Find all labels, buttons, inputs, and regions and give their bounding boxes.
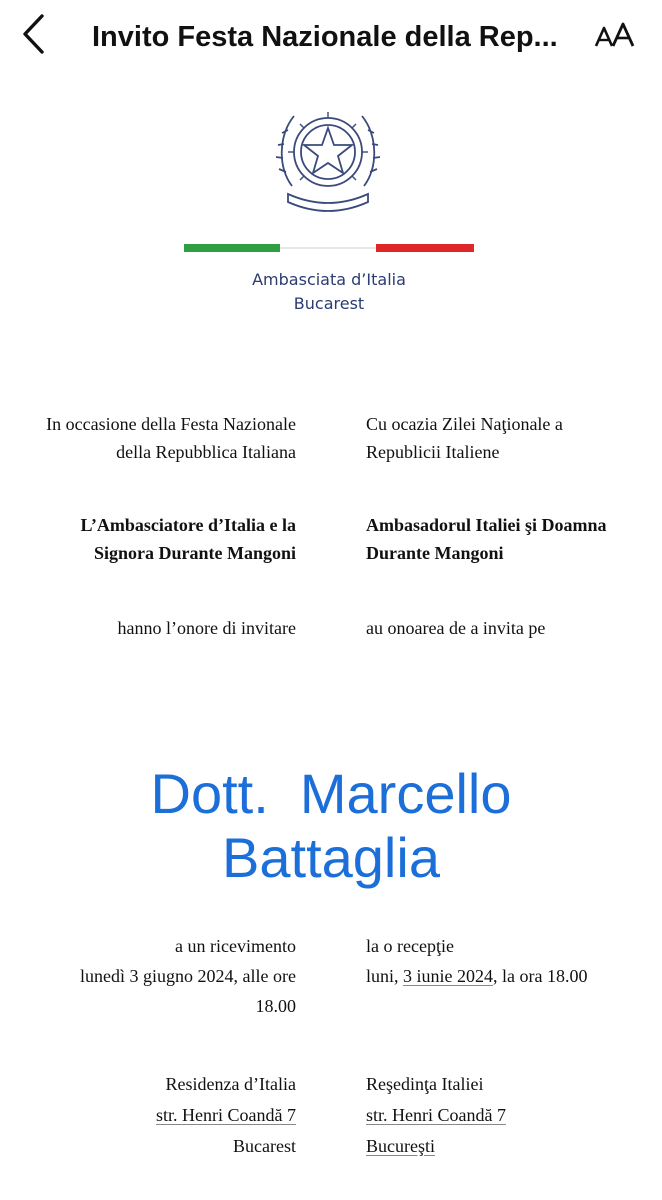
guest-name-line-2: Battaglia (222, 826, 440, 889)
occasion-it-line-1: In occasione della Festa Nazionale (46, 414, 296, 434)
event-ro-line-1: la o recepţie (366, 936, 454, 956)
guest-name (60, 762, 602, 890)
occasion-romanian (366, 410, 652, 466)
event-ro-date-link[interactable]: 3 iunie 2024 (403, 966, 494, 986)
event-it-line-1: a un ricevimento (175, 936, 296, 956)
event-italian (10, 931, 296, 1021)
venue-ro-address-text[interactable]: str. Henri Coandă 7 (366, 1105, 506, 1125)
invite-phrase-italian: hanno l’onore di invitare (117, 618, 296, 638)
event-ro-line-2 (366, 961, 652, 991)
page-title: Invito Festa Nazionale della Rep... (92, 21, 558, 53)
venue-it-city: Bucarest (233, 1136, 296, 1156)
venue-ro-city-text[interactable]: Bucureşti (366, 1136, 435, 1156)
flag-white-stripe (280, 247, 376, 249)
venue-it-line-1: Residenza d’Italia (165, 1074, 296, 1094)
guest-name-line-1: Dott. Marcello (150, 762, 512, 825)
flag-green-stripe (184, 244, 280, 252)
event-ro-time: , la ora 18.00 (493, 966, 588, 986)
hosts-it-line-2: Signora Durante Mangoni (93, 543, 296, 563)
event-romanian (366, 931, 652, 991)
venue-ro-line-1: Reşedinţa Italiei (366, 1074, 484, 1094)
italian-flag-stripe (184, 244, 474, 252)
event-it-line-2: lunedì 3 giugno 2024, alle ore (80, 966, 296, 986)
venue-it-address-link[interactable] (10, 1100, 296, 1131)
venue-ro-address-link[interactable] (366, 1100, 652, 1131)
text-size-icon (592, 20, 640, 54)
event-it-line-3: 18.00 (255, 996, 296, 1016)
invite-phrase-romanian: au onoarea de a invita pe (366, 618, 546, 638)
embassy-name (180, 268, 478, 316)
occasion-ro-line-2: Republicii Italiene (366, 442, 500, 462)
occasion-ro-line-1: Cu ocazia Zilei Naţionale a (366, 414, 563, 434)
event-ro-day: luni, (366, 966, 404, 986)
hosts-romanian (366, 511, 652, 567)
hosts-italian (10, 511, 296, 567)
hosts-ro-line-1: Ambasadorul Italiei şi Doamna (366, 515, 607, 535)
embassy-line-1: Ambasciata d’Italia (252, 270, 406, 289)
hosts-ro-line-2: Durante Mangoni (366, 543, 504, 563)
chevron-left-icon (16, 12, 56, 58)
venue-ro-city-link[interactable] (366, 1131, 652, 1162)
venue-italian (10, 1069, 296, 1162)
venue-romanian (366, 1069, 652, 1162)
occasion-it-line-2: della Repubblica Italiana (116, 442, 296, 462)
venue-it-address-text[interactable]: str. Henri Coandă 7 (156, 1105, 296, 1125)
occasion-italian (10, 410, 296, 466)
italian-republic-emblem-icon (272, 98, 384, 222)
app-header (0, 0, 662, 76)
flag-red-stripe (376, 244, 474, 252)
hosts-it-line-1: L’Ambasciatore d’Italia e la (80, 515, 296, 535)
embassy-line-2: Bucarest (293, 294, 365, 313)
text-size-button[interactable] (592, 20, 640, 54)
back-button[interactable] (16, 12, 56, 58)
